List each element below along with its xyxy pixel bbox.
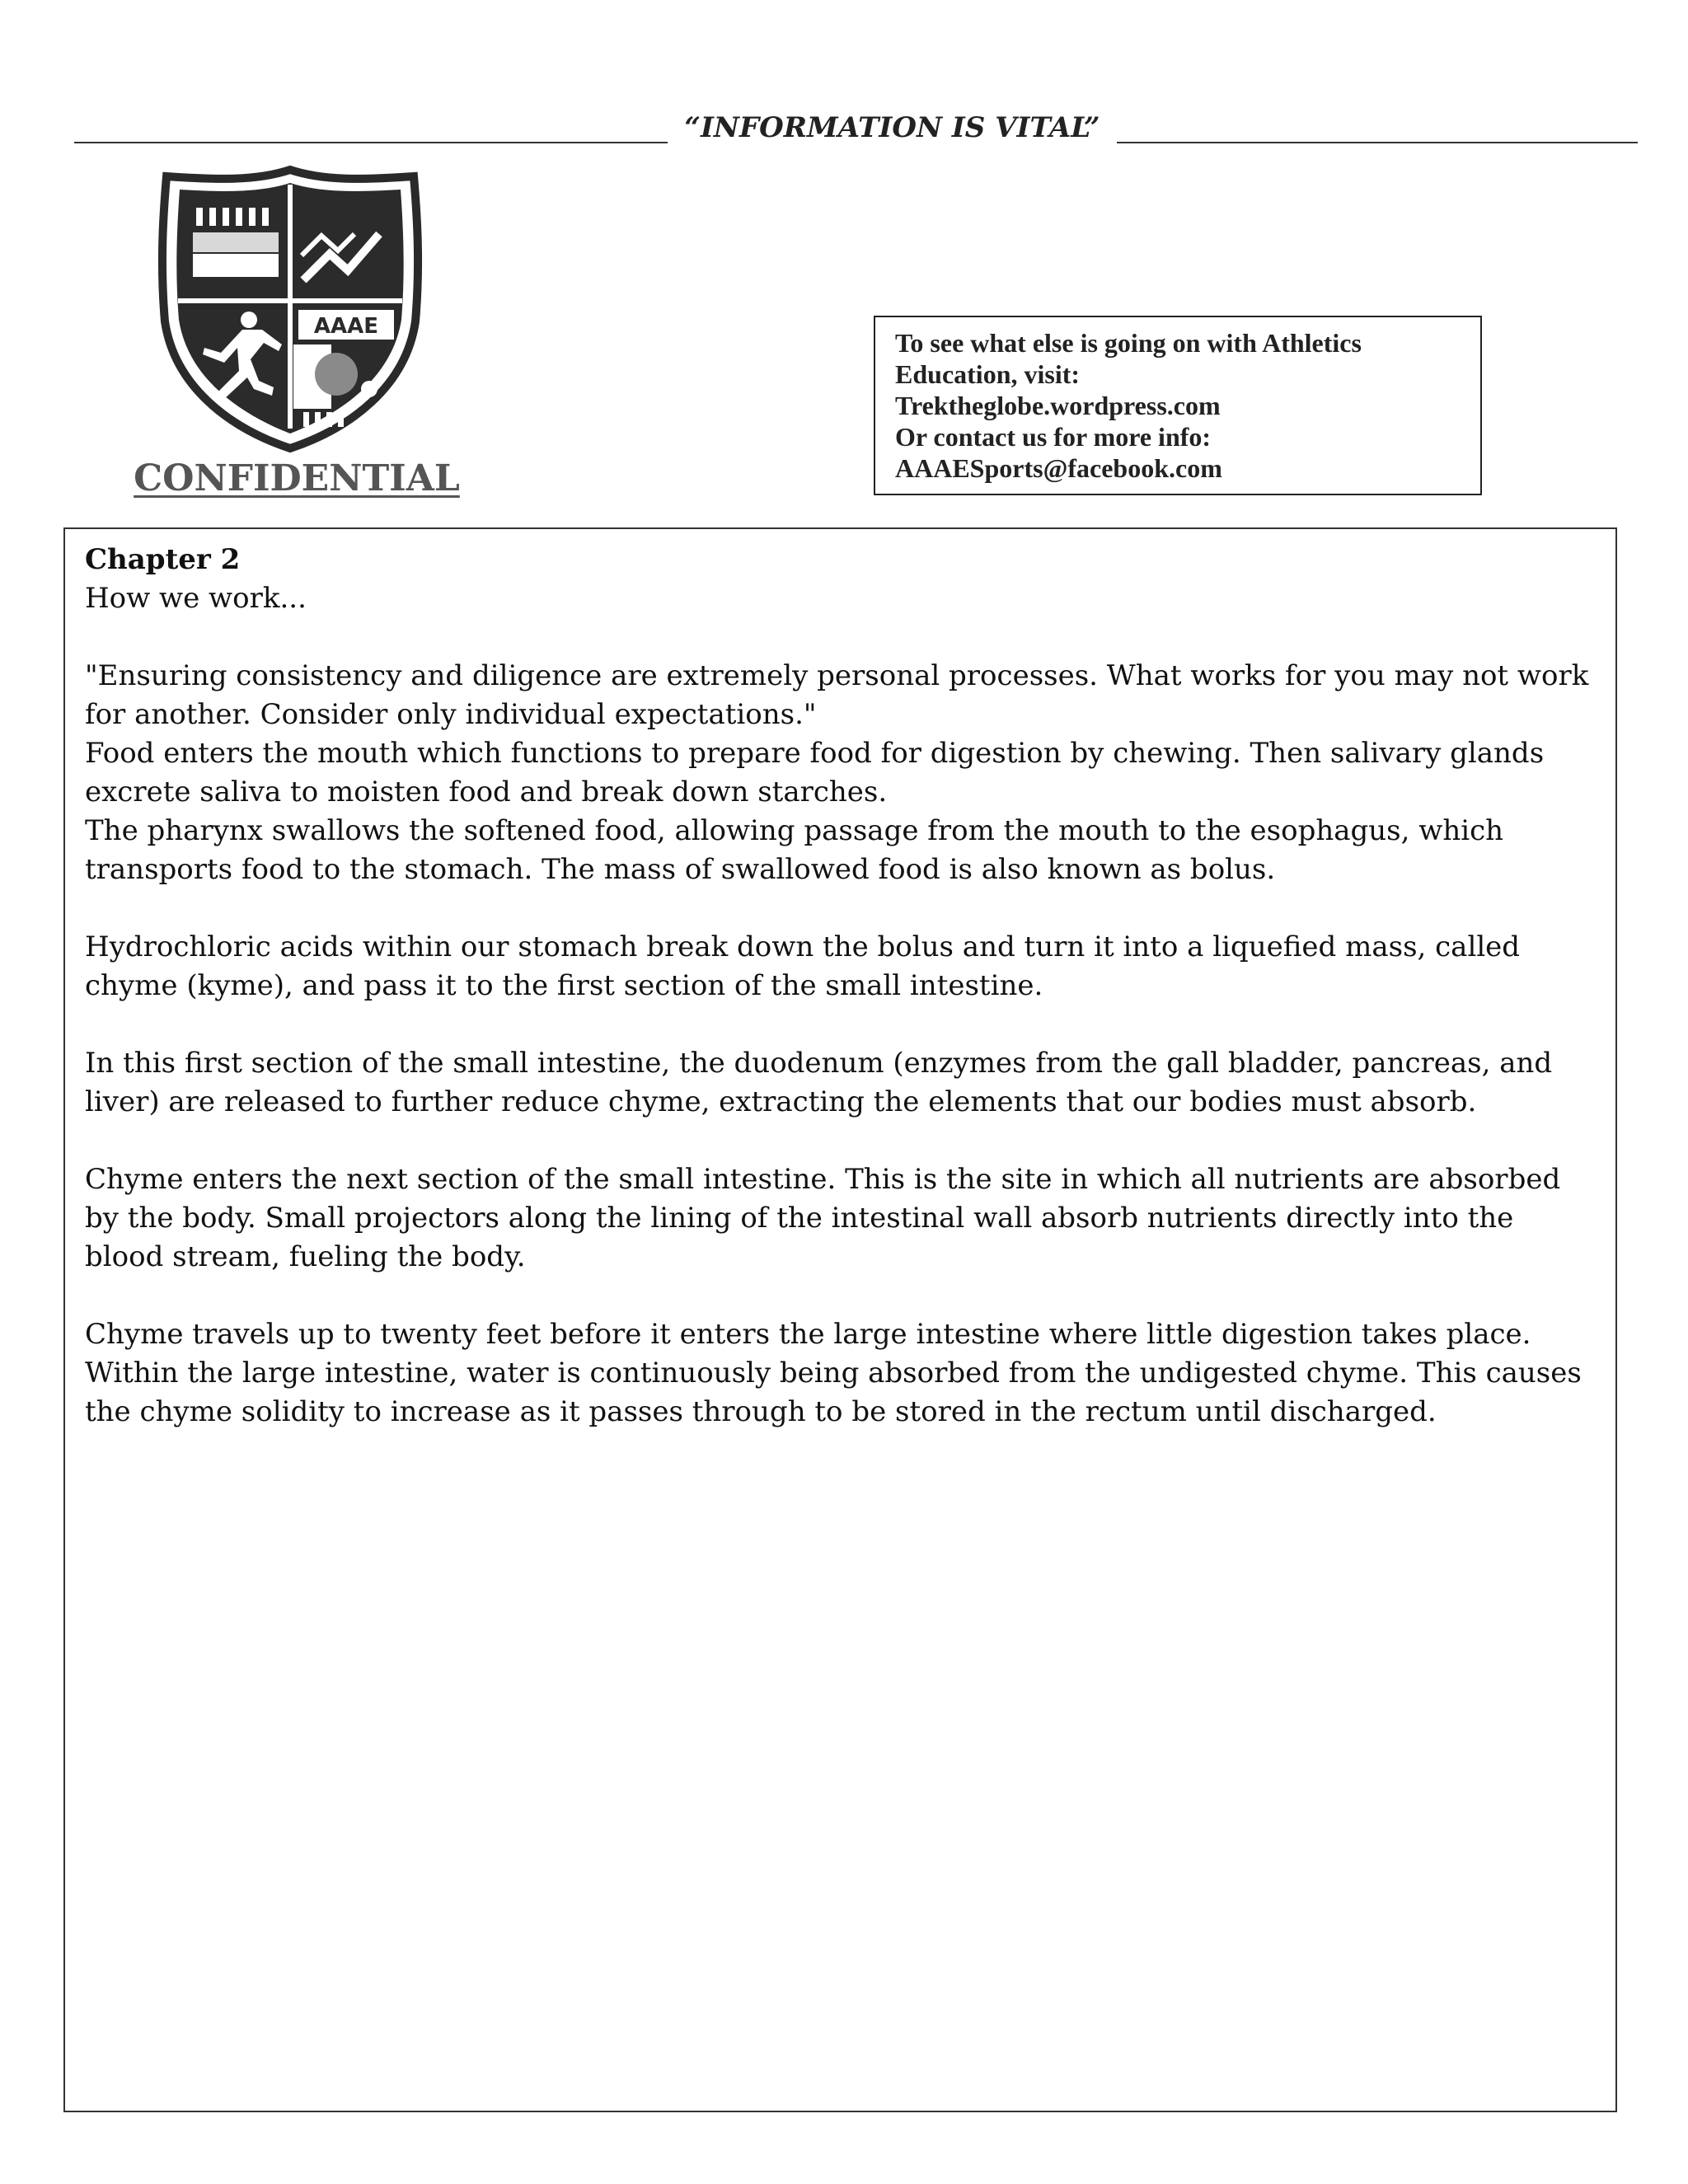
- info-line: Or contact us for more info:: [895, 422, 1212, 452]
- info-line: Education, visit:: [895, 359, 1081, 389]
- header-rule: [74, 107, 1558, 148]
- paragraph-small-intestine: Chyme enters the next section of the small intestine. This is the site in which all nutrients are absorbed by the body. Small projectors along the lining of the intestinal wall absorb nutrients directly into the blood stream, fueling the body.: [85, 1163, 1561, 1273]
- paragraph-stomach: Hydrochloric acids within our stomach break down the bolus and turn it into a liquefied mass, called chyme (kyme), and pass it to the first section of the small intestine.: [85, 930, 1521, 1002]
- chapter-subtitle: How we work...: [85, 582, 307, 615]
- chapter-title: Chapter 2: [85, 543, 241, 576]
- paragraph-gap: [85, 1122, 1596, 1160]
- chapter-content-box: [63, 527, 1617, 2112]
- paragraph-gap: [85, 889, 1596, 928]
- paragraph-gap: [85, 1277, 1596, 1315]
- header-line-left: [74, 142, 668, 143]
- paragraph-large-intestine: Chyme travels up to twenty feet before it enters the large intestine where little digestion takes place. Within the large intestine, water is continuously being absorbed from the undigested chyme. This causes the chyme solidity to increase as it passes through to be stored in the rectum until discharged.: [85, 1318, 1582, 1428]
- confidential-label: CONFIDENTIAL: [134, 457, 460, 499]
- paragraph-duodenum: In this first section of the small intestine, the duodenum (enzymes from the gall bladder, pancreas, and liver) are released to further reduce chyme, extracting the elements that our bodies must absorb.: [85, 1047, 1553, 1118]
- aaae-shield-logo: [157, 165, 424, 453]
- paragraph-mouth: Food enters the mouth which functions to prepare food for digestion by chewing. Then salivary glands excrete saliva to moisten food and break down starches.: [85, 737, 1545, 808]
- paragraph-quote: "Ensuring consistency and diligence are extremely personal processes. What works for you may not work for another. Consider only individual expectations.": [85, 659, 1589, 731]
- info-box: [874, 316, 1482, 495]
- info-contact: AAAESports@facebook.com: [895, 453, 1222, 483]
- info-line: To see what else is going on with Athletics: [895, 328, 1362, 358]
- paragraph-pharynx: The pharynx swallows the softened food, allowing passage from the mouth to the esophagus, which transports food to the stomach. The mass of swallowed food is also known as bolus.: [85, 814, 1504, 886]
- paragraph-gap: [85, 618, 1596, 657]
- header-line-right: [1117, 142, 1638, 143]
- paragraph-gap: [85, 1005, 1596, 1044]
- svg-text:AAAE: AAAE: [313, 314, 379, 339]
- motto: “INFORMATION IS VITAL”: [684, 111, 1100, 144]
- info-website: Trektheglobe.wordpress.com: [895, 391, 1221, 420]
